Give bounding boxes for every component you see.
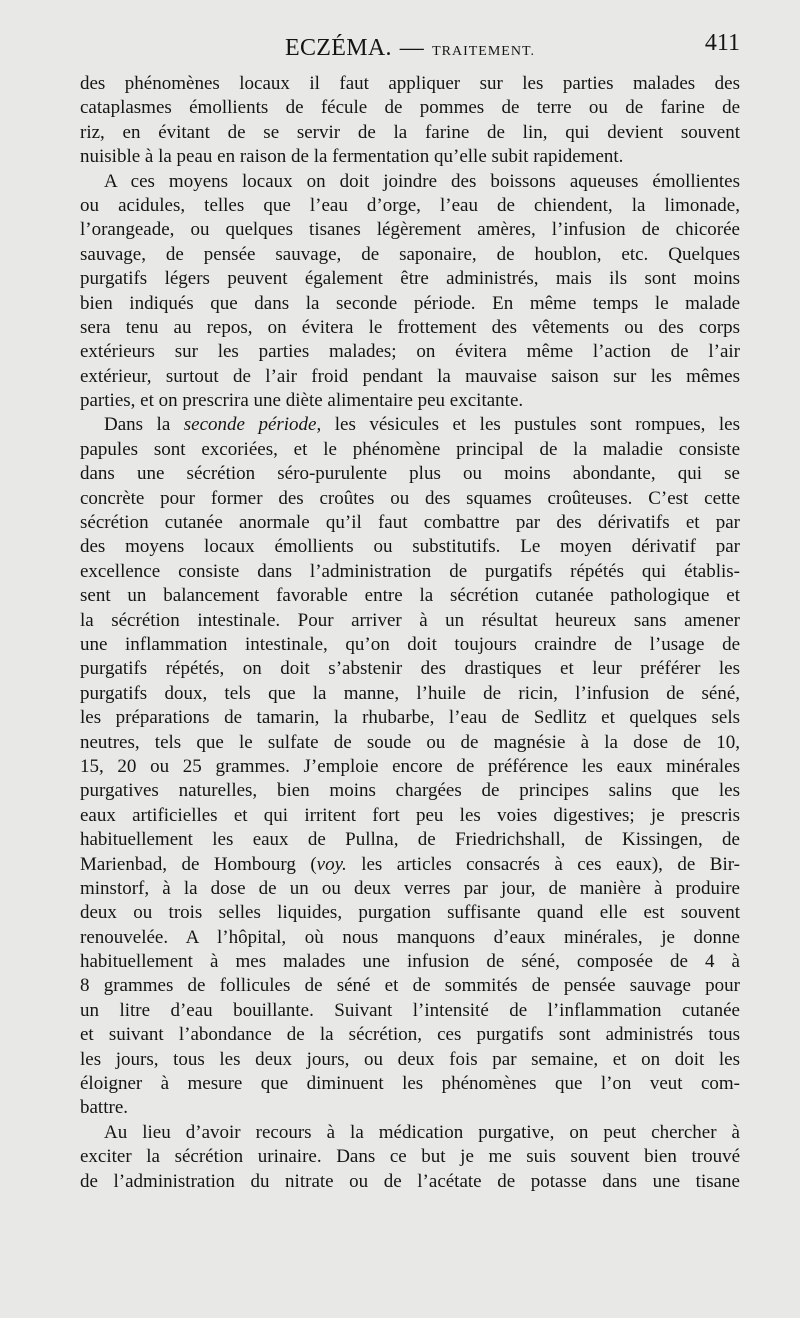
text-line: neutres, tels que le sulfate de soude ou de magnésie à la dose de 10, xyxy=(80,731,740,753)
italic-term: voy. xyxy=(316,853,347,875)
text-line: sera tenu au repos, on évitera le frottement des vêtements ou des corps xyxy=(80,316,740,338)
text-line: purgatives naturelles, bien moins chargées de principes salins que les xyxy=(80,780,740,802)
text-line: papules sont excoriées, et le phénomène principal de la maladie consiste xyxy=(80,438,740,460)
text-line: exciter la sécrétion urinaire. Dans ce but je me suis souvent bien trouvé xyxy=(80,1146,740,1168)
paragraph-1 xyxy=(80,72,740,170)
text-line: extérieur, surtout de l’air froid pendant la mauvaise saison sur les mêmes xyxy=(80,365,740,387)
text-line: des moyens locaux émollients ou substitutifs. Le moyen dérivatif par xyxy=(80,536,740,558)
paragraph-3 xyxy=(80,413,740,1120)
text-line: sent un balancement favorable entre la sécrétion cutanée pathologique et xyxy=(80,585,740,607)
text-line: les jours, tous les deux jours, ou deux fois par semaine, et on doit les xyxy=(80,1048,740,1070)
text-line: minstorf, à la dose de un ou deux verres par jour, de manière à produire xyxy=(80,877,740,899)
text-line: 15, 20 ou 25 grammes. J’emploie encore de préférence les eaux minérales xyxy=(80,755,740,777)
running-header xyxy=(80,30,740,66)
text-segment: les articles consacrés à ces eaux), de Bir- xyxy=(346,853,741,875)
text-line: nuisible à la peau en raison de la fermentation qu’elle subit rapidement. xyxy=(80,146,624,168)
text-segment: Dans la xyxy=(104,414,184,436)
text-line xyxy=(80,413,740,437)
text-line: sauvage, de pensée sauvage, de saponaire, de houblon, etc. Quelques xyxy=(80,243,740,265)
text-line: riz, en évitant de se servir de la farine de lin, qui devient souvent xyxy=(80,121,740,143)
text-line: eaux artificielles et qui irritent fort peu les voies digestives; je prescris xyxy=(80,804,740,826)
text-line: parties, et on prescrira une diète alimentaire peu excitante. xyxy=(80,390,524,412)
paragraph-2 xyxy=(80,170,740,414)
text-line: 8 grammes de follicules de séné et de sommités de pensée sauvage pour xyxy=(80,975,740,997)
text-line: dans une sécrétion séro-purulente plus ou moins abondante, qui se xyxy=(80,463,740,485)
text-line: purgatifs répétés, on doit s’abstenir des drastiques et leur préférer les xyxy=(80,658,740,680)
text-line: purgatifs légers peuvent également être administrés, mais ils sont moins xyxy=(80,268,740,290)
text-line: l’orangeade, ou quelques tisanes légèrement amères, l’infusion de chicorée xyxy=(80,219,740,241)
text-line: sécrétion cutanée anormale qu’il faut combattre par des dérivatifs et par xyxy=(80,512,740,534)
text-line: Au lieu d’avoir recours à la médication purgative, on peut chercher à xyxy=(104,1121,740,1143)
text-segment: Marienbad, de Hombourg ( xyxy=(80,853,317,875)
text-line: renouvelée. A l’hôpital, où nous manquons d’eaux minérales, je donne xyxy=(80,926,740,948)
text-line: purgatifs doux, tels que la manne, l’huile de ricin, l’infusion de séné, xyxy=(80,682,740,704)
text-line: un litre d’eau bouillante. Suivant l’intensité de l’inflammation cutanée xyxy=(80,999,740,1021)
text-segment: , les vésicules et les pustules sont rompues, les xyxy=(316,414,740,436)
text-line: ou acidules, telles que l’eau d’orge, l’eau de chiendent, la limonade, xyxy=(80,194,740,216)
text-line: et suivant l’abondance de la sécrétion, ces purgatifs sont administrés tous xyxy=(80,1024,740,1046)
text-line: extérieurs sur les parties malades; on évitera même l’action de l’air xyxy=(80,341,740,363)
text-line: des phénomènes locaux il faut appliquer sur les parties malades des xyxy=(80,73,740,94)
header-dash: — xyxy=(399,34,425,61)
text-line: bien indiqués que dans la seconde période. En même temps le malade xyxy=(80,292,740,314)
text-line: la sécrétion intestinale. Pour arriver à un résultat heureux sans amener xyxy=(80,609,740,631)
text-line: excellence consiste dans l’administration de purgatifs répétés qui établis- xyxy=(80,560,740,582)
page-number: 411 xyxy=(704,30,740,56)
text-line: habituellement à mes malades une infusion de séné, composée de 4 à xyxy=(80,951,740,973)
header-title xyxy=(285,35,535,62)
page-body xyxy=(80,72,740,1194)
header-title-sub: TRAITEMENT. xyxy=(432,43,535,59)
text-line: habituellement les eaux de Pullna, de Friedrichshall, de Kissingen, de xyxy=(80,829,740,851)
text-line: éloigner à mesure que diminuent les phénomènes que l’on veut com- xyxy=(80,1073,740,1095)
text-line: A ces moyens locaux on doit joindre des boissons aqueuses émollientes xyxy=(104,170,740,192)
paragraph-4 xyxy=(80,1121,740,1194)
header-title-main: ECZÉMA. xyxy=(285,34,392,61)
text-line: cataplasmes émollients de fécule de pommes de terre ou de farine de xyxy=(80,97,740,119)
text-line: une inflammation intestinale, qu’on doit toujours craindre de l’usage de xyxy=(80,633,740,655)
text-line: concrète pour former des croûtes ou des squames croûteuses. C’est cette xyxy=(80,487,740,509)
text-line: deux ou trois selles liquides, purgation suffisante quand elle est souvent xyxy=(80,902,740,924)
italic-term: seconde période xyxy=(183,414,317,436)
text-line: de l’administration du nitrate ou de l’acétate de potasse dans une tisane xyxy=(80,1170,740,1192)
text-line xyxy=(80,853,740,877)
text-line: battre. xyxy=(80,1097,129,1119)
text-line: les préparations de tamarin, la rhubarbe, l’eau de Sedlitz et quelques sels xyxy=(80,707,740,729)
